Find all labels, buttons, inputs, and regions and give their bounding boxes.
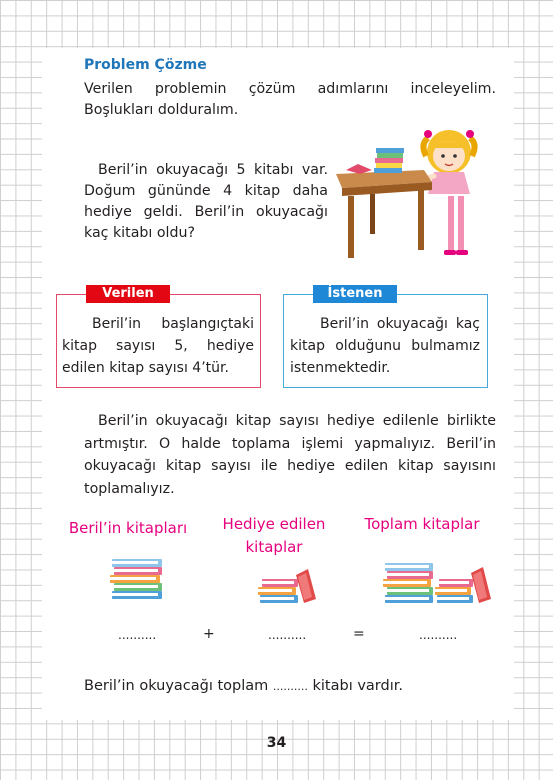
intro-line-1: Verilen problemin çözüm adımlarını inceleyelim. (84, 81, 496, 97)
explanation-paragraph: Beril’in okuyacağı kitap sayısı hediye edilenle birlikte artmıştır. O halde toplama işlemi yapmalıyız. Beril’in okuyacağı kitap sayısı ile hediye edilen kitap sayısını toplamalıyız. (84, 413, 496, 497)
label-gift-books: Hediye edilen kitaplar (222, 515, 326, 556)
girl-reading-illustration (336, 124, 482, 264)
story-problem-text: Beril’in okuyacağı 5 kitabı var. Doğum gününde 4 kitap daha hediye geldi. Beril’in okuyacağı kaç kitabı oldu? (84, 162, 328, 241)
book-stack-5-image (108, 553, 166, 601)
label-total-books: Toplam kitaplar (364, 515, 480, 533)
given-tag: Verilen (86, 285, 170, 303)
book-stack-4-image (256, 565, 318, 605)
page-number: 34 (266, 735, 287, 751)
given-text: Beril’in başlangıçtaki kitap sayısı 5, hediye edilen kitap sayısı 4’tür. (62, 316, 254, 376)
book-stack-9-image (381, 555, 493, 605)
intro-line-2: Boşlukları dolduralım. (84, 102, 239, 118)
equals-sign: = (353, 626, 365, 642)
blank-sum[interactable]: .......... (419, 628, 458, 642)
answer-blank[interactable]: .......... (272, 680, 308, 693)
asked-tag: İstenen (313, 285, 397, 303)
label-beril-books: Beril’in kitapları (68, 519, 188, 537)
answer-text-after: kitabı vardır. (312, 678, 403, 694)
intro-paragraph (84, 79, 496, 121)
blank-first-addend[interactable]: .......... (118, 628, 157, 642)
asked-text: Beril’in okuyacağı kaç kitap olduğunu bulmamız istenmektedir. (290, 316, 480, 376)
answer-sentence (84, 678, 403, 694)
blank-second-addend[interactable]: .......... (268, 628, 307, 642)
plus-sign: + (203, 626, 215, 642)
answer-text-before: Beril’in okuyacağı toplam (84, 678, 269, 694)
section-heading: Problem Çözme (84, 57, 207, 73)
